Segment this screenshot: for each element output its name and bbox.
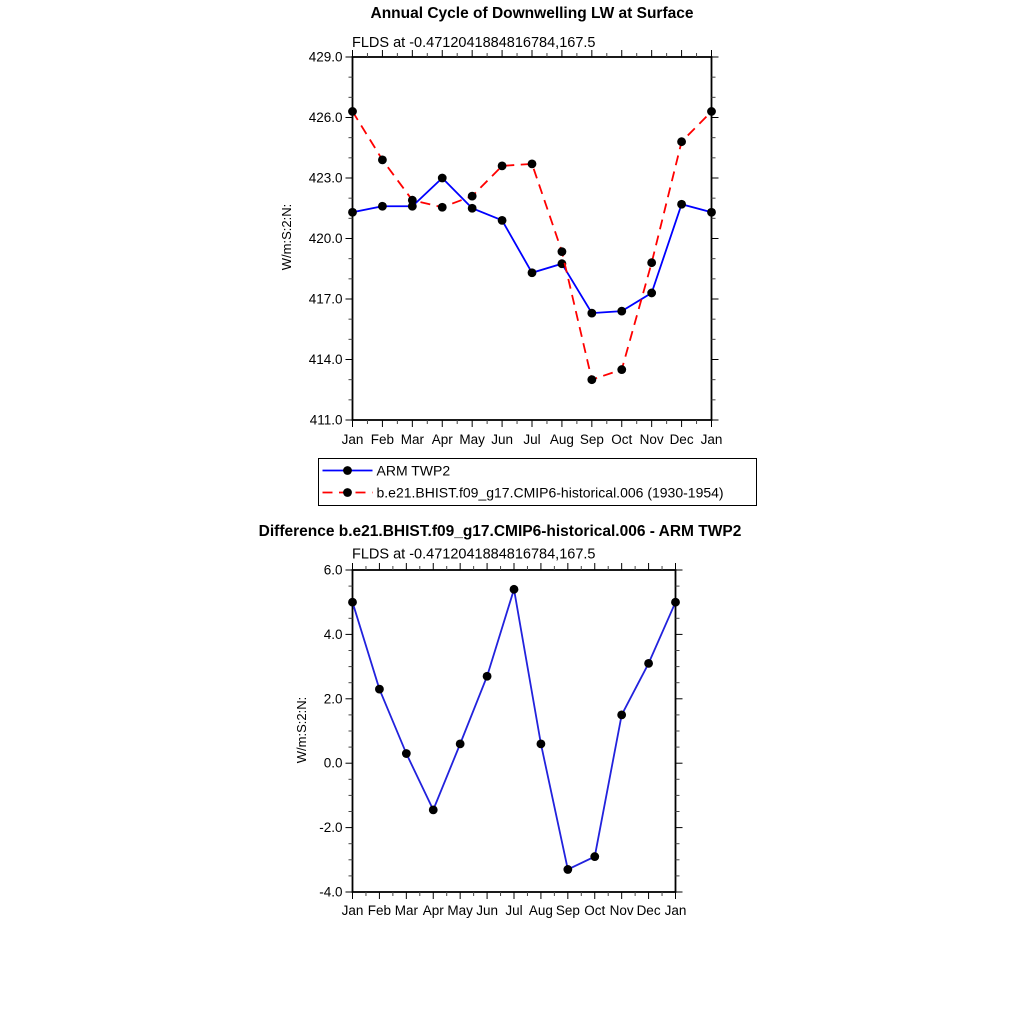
plot-frame	[353, 570, 676, 892]
x-tick-label: Jun	[476, 903, 498, 918]
data-point-marker	[483, 672, 492, 681]
legend-label: b.e21.BHIST.f09_g17.CMIP6-historical.006 (1930-1954)	[376, 484, 724, 501]
data-point-marker	[498, 162, 507, 171]
data-point-marker	[468, 204, 477, 213]
series-line	[353, 589, 676, 869]
chart-title: Annual Cycle of Downwelling LW at Surface	[370, 5, 694, 22]
data-point-marker	[456, 739, 465, 748]
y-tick-label: 0.0	[323, 755, 343, 771]
x-axis	[342, 50, 723, 447]
y-tick-label: 414.0	[308, 352, 343, 367]
data-point-marker	[528, 268, 537, 277]
x-tick-label: Dec	[669, 432, 694, 447]
y-axis	[319, 563, 682, 900]
data-point-marker	[378, 202, 387, 211]
y-axis-label: W/m:S:2:N:	[279, 203, 294, 271]
data-point-marker	[408, 196, 417, 205]
x-tick-label: Jul	[505, 903, 523, 918]
difference-chart	[259, 523, 742, 918]
legend	[319, 459, 757, 506]
x-tick-label: Jan	[664, 903, 687, 918]
x-tick-label: Jul	[523, 432, 541, 447]
y-tick-label: 411.0	[309, 412, 343, 428]
legend-label: ARM TWP2	[376, 462, 451, 479]
x-tick-label: Mar	[394, 903, 418, 918]
x-tick-label: Oct	[584, 903, 606, 918]
annual-cycle-chart	[279, 5, 757, 506]
x-axis	[342, 563, 687, 918]
x-tick-label: Mar	[400, 432, 424, 447]
data-point-marker	[563, 865, 572, 874]
x-tick-label: Apr	[422, 903, 444, 918]
data-point-marker	[438, 174, 447, 183]
data-point-marker	[587, 309, 596, 318]
data-point-marker	[348, 208, 357, 217]
y-tick-label: -4.0	[319, 884, 343, 900]
series-0	[348, 585, 680, 874]
y-tick-label: 429.0	[308, 49, 343, 65]
data-point-marker	[498, 216, 507, 225]
y-tick-label: 426.0	[308, 110, 343, 125]
legend-marker	[343, 466, 352, 475]
y-tick-label: 417.0	[308, 291, 343, 307]
x-tick-label: Jan	[700, 432, 723, 447]
x-tick-label: Nov	[609, 903, 634, 918]
data-point-marker	[671, 598, 680, 607]
data-point-marker	[707, 208, 716, 217]
data-point-marker	[617, 711, 626, 720]
x-tick-label: Jan	[341, 432, 364, 447]
data-point-marker	[677, 200, 686, 209]
y-tick-label: 6.0	[323, 562, 343, 578]
x-tick-label: Oct	[611, 432, 633, 447]
data-point-marker	[348, 598, 357, 607]
x-tick-label: Sep	[555, 903, 580, 918]
data-point-marker	[617, 307, 626, 316]
data-point-marker	[558, 247, 567, 256]
x-tick-label: Jan	[341, 903, 364, 918]
chart-title: Difference b.e21.BHIST.f09_g17.CMIP6-historical.006 - ARM TWP2	[258, 523, 742, 540]
y-axis-label: W/m:S:2:N:	[294, 696, 309, 764]
data-point-marker	[528, 159, 537, 168]
data-point-marker	[378, 155, 387, 164]
data-point-marker	[402, 749, 411, 758]
data-point-marker	[375, 685, 384, 694]
data-point-marker	[707, 107, 716, 116]
x-tick-label: Apr	[431, 432, 453, 447]
data-point-marker	[510, 585, 519, 594]
x-tick-label: Aug	[549, 432, 574, 447]
series-0	[348, 174, 716, 318]
data-point-marker	[537, 739, 546, 748]
y-tick-label: -2.0	[319, 820, 343, 836]
legend-marker	[343, 488, 352, 497]
data-point-marker	[590, 852, 599, 861]
data-point-marker	[468, 192, 477, 201]
data-point-marker	[617, 365, 626, 374]
data-point-marker	[348, 107, 357, 116]
data-point-marker	[644, 659, 653, 668]
x-tick-label: Aug	[528, 903, 553, 918]
data-point-marker	[677, 137, 686, 146]
x-tick-label: Nov	[639, 432, 664, 447]
x-tick-label: Feb	[370, 432, 395, 447]
series-line	[353, 178, 712, 313]
x-tick-label: Sep	[579, 432, 604, 447]
y-tick-label: 423.0	[308, 170, 343, 186]
x-tick-label: Jun	[491, 432, 513, 447]
x-tick-label: Feb	[367, 903, 392, 918]
chart-subtitle: FLDS at -0.4712041884816784,167.5	[352, 35, 596, 51]
x-tick-label: May	[459, 432, 485, 447]
y-tick-label: 420.0	[308, 231, 343, 246]
data-point-marker	[429, 805, 438, 814]
data-point-marker	[438, 203, 447, 212]
data-point-marker	[647, 289, 656, 298]
x-tick-label: May	[447, 903, 473, 918]
data-point-marker	[647, 258, 656, 267]
series-line	[353, 111, 712, 379]
series-1	[348, 107, 716, 384]
chart-subtitle: FLDS at -0.4712041884816784,167.5	[352, 546, 596, 563]
y-tick-label: 4.0	[323, 626, 343, 642]
x-tick-label: Dec	[636, 903, 661, 918]
y-tick-label: 2.0	[323, 691, 343, 707]
data-point-marker	[587, 375, 596, 384]
